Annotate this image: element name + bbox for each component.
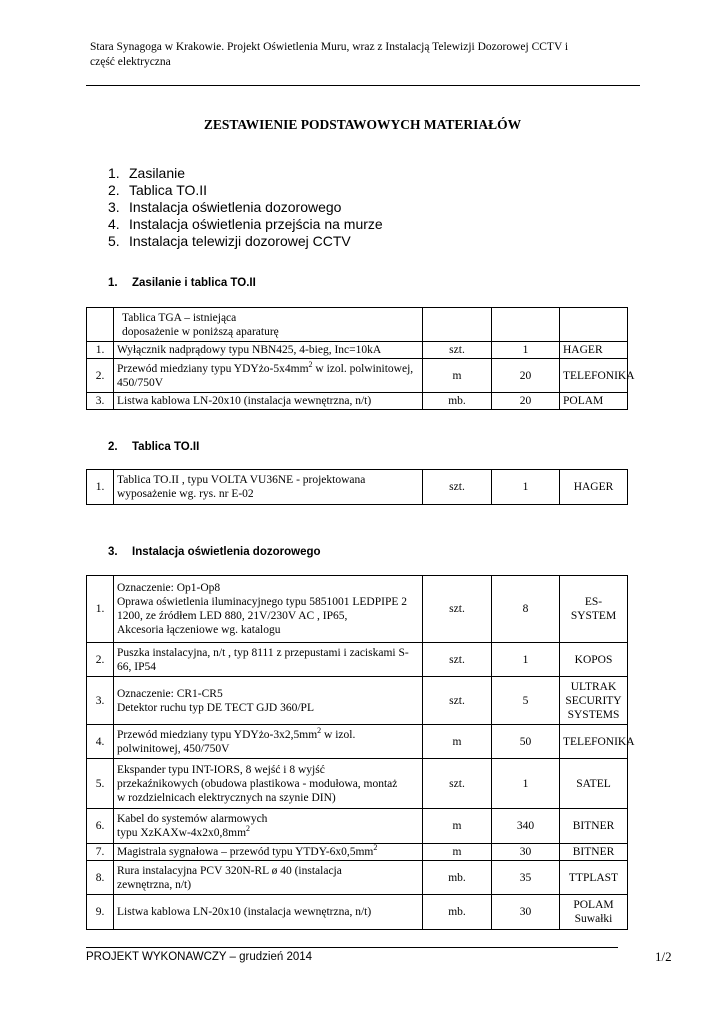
section-3-title: 3. Instalacja oświetlenia dozorowego: [108, 546, 321, 558]
table-row: 3. Oznaczenie: CR1-CR5 Detektor ruchu typ DE TECT GJD 360/PL szt. 5 ULTRAK SECURITY SYSTEMS: [87, 677, 628, 725]
toc-item: 1. Zasilanie: [108, 165, 186, 181]
table-row: 4. Przewód miedziany typu YDYżo-$3x2,5mm^2$ w izol. polwinitowej, 450/750V m 50 TELEFONIKA: [87, 725, 628, 759]
table-row: 3. Listwa kablowa LN-20x10 (instalacja wewnętrzna, n/t) mb. 20 POLAM: [87, 393, 628, 410]
table-row: 2. Puszka instalacyjna, n/t , typ 8111 z przepustami i zaciskami S-66, IP54 szt. 1 KOPOS: [87, 643, 628, 677]
section-2-title: 2. Tablica TO.II: [108, 441, 200, 453]
toc-item: 2. Tablica TO.II: [108, 182, 208, 198]
toc-item: 3. Instalacja oświetlenia dozorowego: [108, 199, 342, 215]
footer-divider: [86, 947, 618, 948]
table-row: 9. Listwa kablowa LN-20x10 (instalacja wewnętrzna, n/t) mb. 30 POLAM Suwałki: [87, 895, 628, 930]
header-line-1: Stara Synagoga w Krakowie. Projekt Oświetlenia Muru, wraz z Instalacją Telewizji Dozorowej CCTV i: [90, 41, 569, 53]
toc-item: 5. Instalacja telewizji dozorowej CCTV: [108, 233, 351, 249]
table-row: 5. Ekspander typu INT-IORS, 8 wejść i 8 wyjść przekaźnikowych (obudowa plastikowa - modułowa, montaż w rozdzielnicach elektrycznych na szynie DIN) szt. 1 SATEL: [87, 759, 628, 809]
toc-item: 4. Instalacja oświetlenia przejścia na murze: [108, 216, 383, 232]
table-row: 6. Kabel do systemów alarmowych typu XzKAXw-$4x2x0,8mm^2$ m 340 BITNER: [87, 809, 628, 844]
materials-table-2: [86, 469, 628, 505]
table-row: 2. Przewód miedziany typu YDYżo-$5x4mm^2$ w izol. polwinitowej, 450/750V m 20 TELEFONIKA: [87, 359, 628, 393]
footer-project-label: PROJEKT WYKONAWCZY – grudzień 2014: [86, 951, 313, 963]
table-row: 7. Magistrala sygnałowa – przewód typu YTDY-$6x0,5mm^2$ m 30 BITNER: [87, 844, 628, 861]
table-row: Tablica TGA – istniejąca doposażenie w poniższą aparaturę: [87, 308, 628, 342]
table-row: 1. Tablica TO.II , typu VOLTA VU36NE - projektowana wyposażenie wg. rys. nr E-02 szt. 1 HAGER: [87, 470, 628, 505]
header-line-2: część elektryczna: [90, 56, 171, 68]
table-row: 1. Oznaczenie: Op1-Op8 Oprawa oświetlenia iluminacyjnego typu 5851001 LEDPIPE 2 1200, ze źródłem LED 880, 21V/230V AC , IP65, Akcesoria łączeniowe wg. katalogu szt. 8 ES-SYSTEM: [87, 576, 628, 643]
section-1-title: 1. Zasilanie i tablica TO.II: [108, 277, 256, 289]
table-of-contents: [108, 165, 383, 250]
page-number: 1/2: [655, 949, 672, 964]
page-title: ZESTAWIENIE PODSTAWOWYCH MATERIAŁÓW: [203, 117, 522, 132]
materials-table-1: [86, 307, 635, 410]
header-divider: [86, 85, 640, 86]
table-row: 1. Wyłącznik nadprądowy typu NBN425, 4-bieg, Inc=10kA szt. 1 HAGER: [87, 342, 628, 359]
table-row: 8. Rura instalacyjna PCV 320N-RL ø 40 (instalacja zewnętrzna, n/t) mb. 35 TTPLAST: [87, 861, 628, 895]
materials-table-3: [86, 575, 635, 930]
page-header: [90, 40, 630, 70]
